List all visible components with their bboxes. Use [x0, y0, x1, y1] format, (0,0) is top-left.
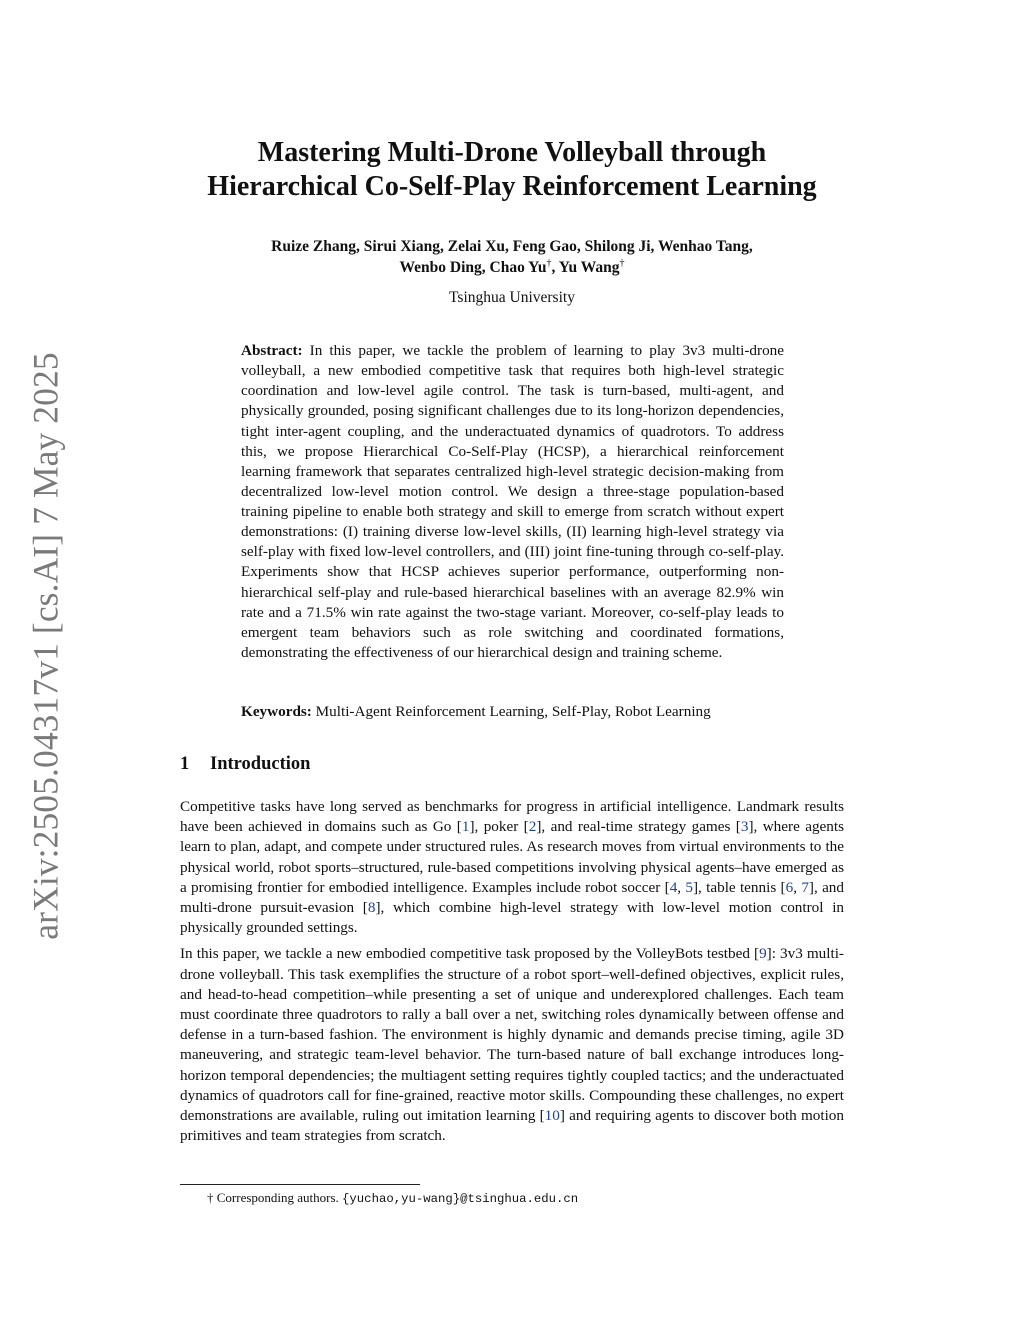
citation-link[interactable]: 4 — [669, 878, 678, 896]
abstract-label: Abstract: — [241, 342, 303, 359]
paper-title — [0, 136, 1024, 204]
corresponding-dagger: † — [619, 258, 625, 269]
section-heading — [180, 752, 310, 776]
keywords-label: Keywords: — [241, 703, 312, 720]
intro-text: ] and requiring agents to discover both motion primitives and team strategies from scratch. — [180, 1107, 844, 1145]
intro-text: ], table tennis [ — [692, 878, 786, 896]
abstract-text: In this paper, we tackle the problem of learning to play 3v3 multi-drone volleyball, a new embodied competitive task that requires both high-level strategic coordination and low-level agile control. The task is turn-based, multi-agent, and physically grounded, posing significant challenges due to its long-horizon dependencies, tight inter-agent coupling, and the underactuated dynamics of quadrotors. To address this, we propose Hierarchical Co-Self-Play (HCSP), a hierarchical reinforcement learning framework that separates centralized high-level strategic decision-making from decentralized low-level motion control. We design a three-stage population-based training pipeline to enable both strategy and skill to emerge from scratch without expert demonstrations: (I) training diverse low-level skills, (II) learning high-level strategy via self-play with fixed low-level controllers, and (III) joint fine-tuning through co-self-play. Experiments show that HCSP achieves superior performance, outperforming non-hierarchical self-play and rule-based hierarchical baselines with an average 82.9% win rate and a 71.5% win rate against the two-stage variant. Moreover, co-self-play leads to emergent team behaviors such as role switching and coordinated formations, demonstrating the effectiveness of our hierarchical design and training scheme. — [241, 342, 784, 661]
citation-link[interactable]: 7 — [801, 878, 809, 896]
intro-text: ], and real-time strategy games [ — [536, 818, 741, 836]
citation-link[interactable]: 9 — [759, 945, 767, 963]
authors-line-2-part-b: , Yu Wang — [551, 259, 620, 276]
footnote-email: {yuchao,yu-wang}@tsinghua.edu.cn — [342, 1192, 579, 1206]
affiliation: Tsinghua University — [449, 289, 575, 306]
citation-link[interactable]: 5 — [685, 878, 693, 896]
intro-text: ]: 3v3 multi-drone volleyball. This task exemplifies the structure of a robot sport–well-defined objectives, explicit rules, and head-to-head competition–while presenting a set of unique and underexplored challenges. Each team must coordinate three quadrotors to rally a ball over a net, switching roles dynamically between offense and defense in a turn-based fashion. The environment is highly dynamic and demands precise timing, agile 3D maneuvering, and strategic team-level behavior. The turn-based nature of ball exchange introduces long-horizon temporal dependencies; the multiagent setting requires tightly coupled tactics; and the underactuated dynamics of quadrotors call for fine-grained, reactive motor skills. Compounding these challenges, no expert demonstrations are available, ruling out imitation learning [ — [180, 945, 844, 1125]
authors-line-1: Ruize Zhang, Sirui Xiang, Zelai Xu, Feng Gao, Shilong Ji, Wenhao Tang, — [271, 238, 753, 255]
citation-link[interactable]: 10 — [544, 1107, 560, 1125]
intro-text: ], poker [ — [469, 818, 529, 836]
intro-text: ], which combine high-level strategy with low-level motion control in physically grounded settings. — [180, 899, 845, 937]
section-number: 1 — [180, 754, 190, 774]
citation-link[interactable]: 2 — [528, 818, 537, 836]
intro-text: , — [677, 878, 686, 896]
introduction-body — [180, 797, 844, 1152]
author-list — [0, 236, 1024, 278]
intro-text: Competitive tasks have long served as benchmarks for progress in artificial intelligence. Landmark results have been achieved in domains such as Go [ — [180, 798, 844, 836]
arxiv-identifier-text: arXiv:2505.04317v1 [cs.AI] 7 May 2025 — [26, 352, 67, 940]
keywords-text: Multi-Agent Reinforcement Learning, Self-Play, Robot Learning — [311, 703, 711, 720]
footnote-divider — [180, 1184, 420, 1185]
arxiv-identifier-stamp — [18, 352, 74, 940]
section-title: Introduction — [210, 754, 311, 774]
citation-link[interactable]: 3 — [740, 818, 749, 836]
title-line-2: Hierarchical Co-Self-Play Reinforcement Learning — [207, 171, 817, 202]
citation-link[interactable]: 8 — [367, 899, 376, 917]
intro-text: ], and multi-drone pursuit-evasion [ — [180, 878, 844, 917]
corresponding-dagger: † — [546, 258, 552, 269]
authors-line-2-part-a: Wenbo Ding, Chao Yu — [399, 259, 547, 276]
authors-line-2 — [0, 257, 1024, 278]
footnote — [207, 1189, 578, 1208]
intro-text: In this paper, we tackle a new embodied competitive task proposed by the VolleyBots testbed [ — [180, 945, 760, 963]
citation-link[interactable]: 6 — [785, 878, 794, 896]
citation-link[interactable]: 1 — [461, 818, 470, 836]
intro-text: ], where agents learn to plan, adapt, and compete under structured rules. As research moves from virtual environments to the physical world, robot sports–structured, rule-based competitions involving physical agents–have emerged as a promising frontier for embodied intelligence. Examples include robot soccer [ — [180, 818, 844, 896]
intro-text: , — [793, 878, 802, 896]
keywords — [241, 702, 784, 722]
title-line-1: Mastering Multi-Drone Volleyball through — [257, 137, 767, 168]
footnote-text: † Corresponding authors. — [207, 1190, 343, 1205]
abstract — [241, 341, 784, 663]
intro-paragraph-2 — [180, 944, 844, 1146]
intro-paragraph-1 — [180, 797, 844, 938]
